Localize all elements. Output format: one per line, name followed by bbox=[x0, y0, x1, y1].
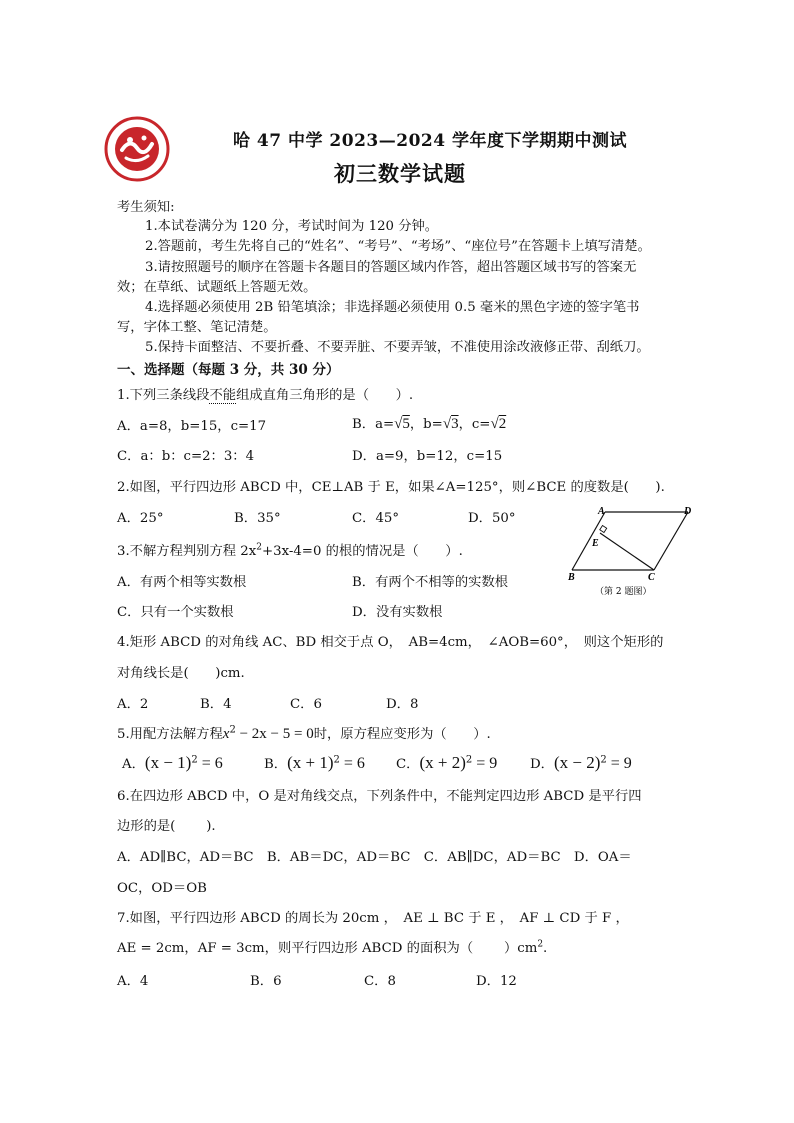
question-4-cont: 对角线长是( )cm. bbox=[117, 666, 245, 681]
q3-option-a: A．有两个相等实数根 bbox=[117, 575, 247, 590]
q4-option-a: A．2 bbox=[117, 697, 149, 712]
q4-option-d: D．8 bbox=[386, 697, 419, 712]
q1-option-c: C．a：b：c=2：3：4 bbox=[117, 449, 255, 464]
q5-eq-x: x bbox=[222, 726, 230, 742]
q5-stem-post: 时，原方程应变形为（ ）. bbox=[313, 727, 491, 742]
q4-option-c: C．6 bbox=[290, 697, 322, 712]
q5-d-rhs: = 9 bbox=[606, 755, 632, 772]
fig-caption: （第 2 题图） bbox=[595, 587, 652, 597]
q3-option-b: B．有两个不相等的实数根 bbox=[352, 575, 509, 590]
q2-parallelogram-figure bbox=[562, 502, 702, 602]
q5-eq-rest: − 2x − 5 = 0 bbox=[235, 726, 314, 742]
q2-option-a: A．25° bbox=[117, 511, 164, 526]
sqrt-icon: √5 bbox=[394, 416, 410, 432]
q2-option-c: C．45° bbox=[352, 511, 400, 526]
notice-item: 写，字体工整、笔记清楚。 bbox=[117, 320, 277, 335]
q1-b-radicand-1: 5 bbox=[402, 416, 410, 432]
q2-option-d: D．50° bbox=[468, 511, 516, 526]
q7-line2-pre: AE = 2cm，AF = 3cm，则平行四边形 ABCD 的面积为（ ）cm bbox=[117, 941, 538, 956]
q5-stem-pre: 5.用配方法解方程 bbox=[117, 727, 223, 742]
q5-option-a bbox=[122, 753, 223, 773]
q2-option-b: B．35° bbox=[234, 511, 281, 526]
q1-b-mid2: ，c= bbox=[458, 417, 491, 432]
question-3 bbox=[117, 540, 463, 559]
q1-stem-emphasis: 不能 bbox=[209, 388, 237, 403]
q5-eq-sup: 2 bbox=[229, 724, 236, 736]
q6-options-cont: OC，OD＝OB bbox=[117, 881, 207, 896]
q1-b-mid1: ，b= bbox=[409, 417, 443, 432]
q5-b-sup: 2 bbox=[333, 754, 340, 766]
q5-d-expr: (x − 2) bbox=[553, 753, 601, 772]
sqrt-icon: √2 bbox=[490, 416, 507, 432]
q5-option-b bbox=[264, 753, 365, 773]
q5-b-label: B． bbox=[264, 757, 288, 772]
q5-b-rhs: = 6 bbox=[339, 755, 365, 772]
q5-option-d bbox=[530, 753, 632, 773]
q7-option-a: A．4 bbox=[117, 974, 149, 989]
notice-item: 5.保持卡面整洁、不要折叠、不要弄脏、不要弄皱，不准使用涂改液修正带、刮纸刀。 bbox=[145, 340, 650, 355]
q5-c-sup: 2 bbox=[465, 754, 473, 766]
exam-subtitle: 初三数学试题 bbox=[334, 161, 466, 186]
fig-label-c: C bbox=[648, 572, 655, 583]
fig-label-a: A bbox=[598, 506, 605, 517]
q5-option-c bbox=[396, 753, 497, 773]
q1-option-d: D．a=9，b=12，c=15 bbox=[352, 449, 503, 464]
question-6: 6.在四边形 ABCD 中，O 是对角线交点，下列条件中，不能判定四边形 ABCD 是平行四 bbox=[117, 789, 642, 804]
question-7-cont bbox=[117, 937, 547, 956]
q1-stem-pre: 1.下列三条线段 bbox=[117, 388, 210, 403]
q1-stem-post: 组成直角三角形的是（ ）. bbox=[236, 388, 414, 403]
notice-item: 4.选择题必须使用 2B 铅笔填涂；非选择题必须使用 0.5 毫米的黑色字迹的签字笔书 bbox=[145, 300, 640, 315]
q7-option-b: B．6 bbox=[250, 974, 282, 989]
q5-a-rhs: = 6 bbox=[197, 755, 223, 772]
sqrt-icon: √3 bbox=[442, 416, 459, 432]
notice-item: 效；在草纸、试题纸上答题无效。 bbox=[117, 280, 317, 295]
q5-a-expr: (x − 1) bbox=[144, 753, 192, 772]
q3-option-c: C．只有一个实数根 bbox=[117, 605, 234, 620]
q3-stem-pre: 3.不解方程判别方程 2x bbox=[117, 544, 257, 559]
q5-b-expr: (x + 1) bbox=[287, 753, 334, 772]
q6-options: A．AD∥BC，AD＝BC B．AB＝DC，AD＝BC C．AB∥DC，AD＝BC D．OA＝ bbox=[117, 850, 632, 865]
q5-c-rhs: = 9 bbox=[472, 755, 498, 772]
q1-b-radicand-2: 3 bbox=[451, 416, 459, 432]
q1-b-radicand-3: 2 bbox=[498, 416, 507, 432]
question-7: 7.如图，平行四边形 ABCD 的周长为 20cm ， AE ⊥ BC 于 E ， AF ⊥ CD 于 F ， bbox=[117, 911, 629, 926]
q1-b-pre: B．a= bbox=[352, 417, 395, 432]
question-2: 2.如图，平行四边形 ABCD 中，CE⊥AB 于 E，如果∠A=125°，则∠BCE 的度数是( ). bbox=[117, 480, 665, 495]
q7-line2-sup: 2 bbox=[537, 939, 544, 950]
q7-line2-post: . bbox=[543, 941, 548, 956]
q4-option-b: B．4 bbox=[200, 697, 232, 712]
q3-stem-post: +3x-4=0 的根的情况是（ ）. bbox=[261, 544, 463, 559]
fig-label-b: B bbox=[568, 572, 575, 583]
q5-d-label: D． bbox=[530, 757, 554, 772]
notice-item: 3.请按照题号的顺序在答题卡各题目的答题区域内作答，超出答题区域书写的答案无 bbox=[145, 260, 637, 275]
notice-heading: 考生须知: bbox=[117, 200, 175, 215]
notice-item: 1.本试卷满分为 120 分，考试时间为 120 分钟。 bbox=[145, 219, 439, 234]
q7-option-c: C．8 bbox=[364, 974, 396, 989]
q5-a-sup: 2 bbox=[191, 754, 198, 766]
exam-title: 哈 47 中学 2023—2024 学年度下学期期中测试 bbox=[233, 131, 627, 151]
q7-option-d: D．12 bbox=[476, 974, 517, 989]
q3-stem-sup: 2 bbox=[256, 542, 262, 553]
q5-c-label: C． bbox=[396, 757, 420, 772]
school-logo bbox=[104, 116, 170, 182]
q3-option-d: D．没有实数根 bbox=[352, 605, 443, 620]
fig-label-d: D bbox=[684, 506, 692, 517]
notice-item: 2.答题前，考生先将自己的“姓名”、“考号”、“考场”、“座位号”在答题卡上填写清楚。 bbox=[145, 239, 651, 254]
q5-c-expr: (x + 2) bbox=[419, 753, 466, 772]
question-4: 4.矩形 ABCD 的对角线 AC、BD 相交于点 O， AB=4cm， ∠AOB=60°， 则这个矩形的 bbox=[117, 635, 664, 650]
q1-option-b bbox=[352, 413, 506, 433]
q5-d-sup: 2 bbox=[600, 754, 607, 766]
question-1 bbox=[117, 384, 413, 403]
section-title: 一、选择题（每题 3 分，共 30 分） bbox=[117, 362, 340, 378]
q1-option-a: A．a=8，b=15，c=17 bbox=[117, 419, 267, 434]
q5-a-label: A． bbox=[122, 757, 145, 772]
question-5 bbox=[117, 723, 491, 743]
question-6-cont: 边形的是( ). bbox=[117, 819, 216, 834]
fig-label-e: E bbox=[592, 538, 599, 549]
